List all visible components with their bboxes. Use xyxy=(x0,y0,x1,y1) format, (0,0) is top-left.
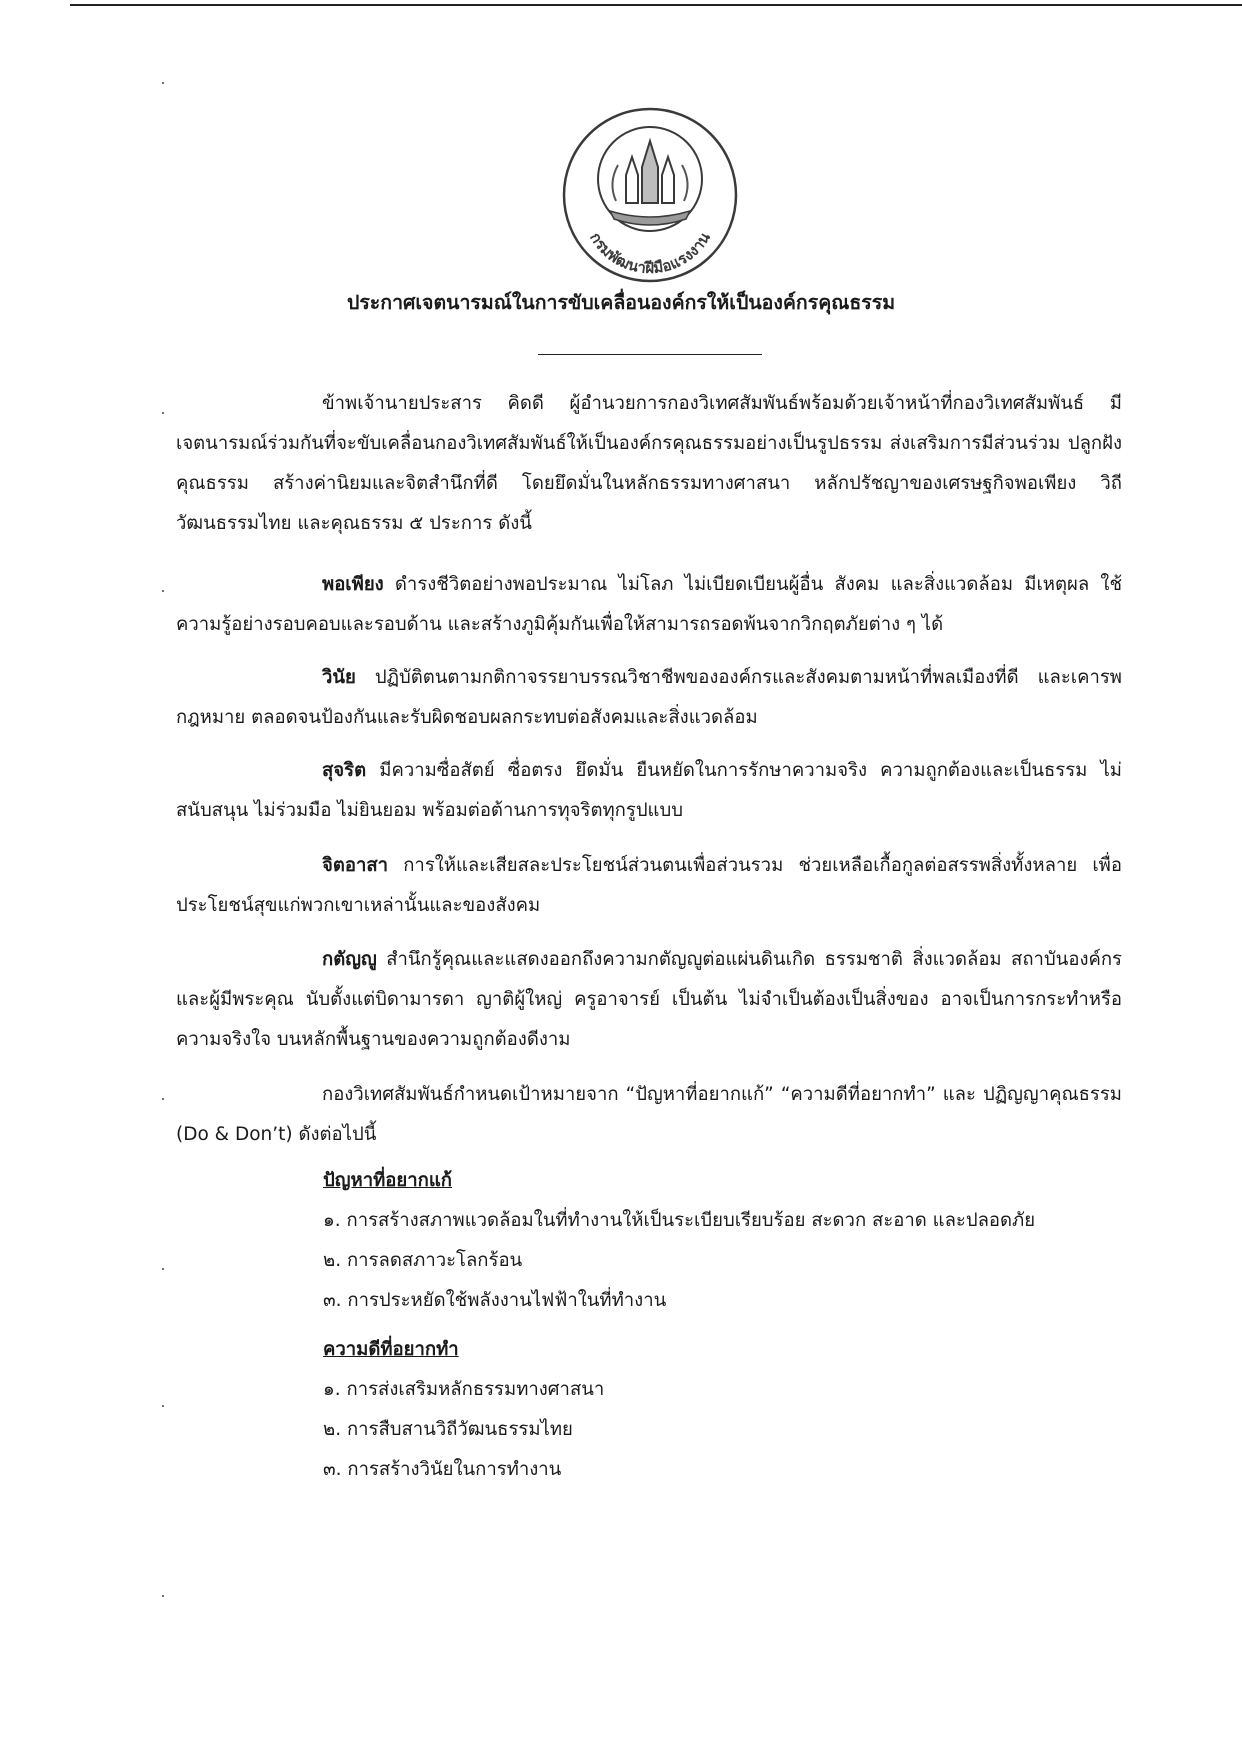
scan-speck xyxy=(162,590,164,592)
virtue-text: สำนึกรู้คุณและแสดงออกถึงความกตัญญูต่อแผ่นดินเกิด ธรรมชาติ สิ่งแวดล้อม สถาบันองค์กร และผู้มีพระคุณ นับตั้งแต่บิดามารดา ญาติผู้ใหญ่ ครูอาจารย์ เป็นต้น ไม่จำเป็นต้องเป็นสิ่งของ อาจเป็นการกระทำหรือความจริงใจ บนหลักพื้นฐานของความถูกต้องดีงาม xyxy=(176,949,1122,1050)
virtue-paragraph-gratitude xyxy=(176,940,1122,1060)
list-item: ๓. การประหยัดใช้พลังงานไฟฟ้าในที่ทำงาน xyxy=(323,1290,667,1311)
good-deeds-list xyxy=(323,1330,604,1490)
virtue-term: จิตอาสา xyxy=(322,855,389,876)
virtue-text: ดำรงชีวิตอย่างพอประมาณ ไม่โลภ ไม่เบียดเบียนผู้อื่น สังคม และสิ่งแวดล้อม มีเหตุผล ใช้ความรู้อย่างรอบคอบและรอบด้าน และสร้างภูมิคุ้มกันเพื่อให้สามารถรอดพ้นจากวิกฤตภัยต่าง ๆ ได้ xyxy=(176,574,1122,635)
list-item: ๓. การสร้างวินัยในการทำงาน xyxy=(323,1459,562,1480)
virtue-term: กตัญญู xyxy=(322,949,377,970)
seal-emblem-icon xyxy=(560,105,740,285)
virtue-term: สุจริต xyxy=(322,760,367,781)
virtue-paragraph-volunteer xyxy=(176,846,1122,926)
virtue-text: ปฏิบัติตนตามกติกาจรรยาบรรณวิชาชีพขององค์กรและสังคมตามหน้าที่พลเมืองที่ดี และเคารพกฎหมาย ตลอดจนป้องกันและรับผิดชอบผลกระทบต่อสังคมและสิ่งแวดล้อม xyxy=(176,667,1122,728)
virtue-paragraph-discipline xyxy=(176,658,1122,738)
intro-paragraph: ข้าพเจ้านายประสาร คิดดี ผู้อำนวยการกองวิเทศสัมพันธ์พร้อมด้วยเจ้าหน้าที่กองวิเทศสัมพันธ์ มีเจตนารมณ์ร่วมกันที่จะขับเคลื่อนกองวิเทศสัมพันธ์ให้เป็นองค์กรคุณธรรมอย่างเป็นรูปธรรม ส่งเสริมการมีส่วนร่วม ปลูกฝังคุณธรรม สร้างค่านิยมและจิตสำนึกที่ดี โดยยึดมั่นในหลักธรรมทางศาสนา หลักปรัชญาของเศรษฐกิจพอเพียง วิถีวัฒนธรรมไทย และคุณธรรม ๕ ประการ ดังนี้ xyxy=(176,393,1122,534)
list-item: ๑. การสร้างสภาพแวดล้อมในที่ทำงานให้เป็นระเบียบเรียบร้อย สะดวก สะอาด และปลอดภัย xyxy=(323,1210,1036,1231)
goals-intro-paragraph: กองวิเทศสัมพันธ์กำหนดเป้าหมายจาก “ปัญหาที่อยากแก้” “ความดีที่อยากทำ” และ ปฏิญญาคุณธรรม (Do & Don’t) ดังต่อไปนี้ xyxy=(176,1084,1122,1145)
seal-caption: กรมพัฒนาฝีมือแรงงาน xyxy=(586,229,714,278)
scan-speck xyxy=(162,1268,164,1270)
scan-speck xyxy=(162,1595,164,1597)
virtue-text: การให้และเสียสละประโยชน์ส่วนตนเพื่อส่วนรวม ช่วยเหลือเกื้อกูลต่อสรรพสิ่งทั้งหลาย เพื่อประโยชน์สุขแก่พวกเขาเหล่านั้นและของสังคม xyxy=(176,855,1122,916)
scan-speck xyxy=(162,1098,164,1100)
scan-speck xyxy=(162,1405,164,1407)
virtue-term: พอเพียง xyxy=(322,574,384,595)
department-seal xyxy=(560,105,740,285)
list-item: ๒. การสืบสานวิถีวัฒนธรรมไทย xyxy=(323,1419,573,1440)
good-deeds-heading: ความดีที่อยากทำ xyxy=(323,1339,459,1360)
virtue-term: วินัย xyxy=(322,667,356,688)
list-item: ๑. การส่งเสริมหลักธรรมทางศาสนา xyxy=(323,1379,605,1400)
page-title: ประกาศเจตนารมณ์ในการขับเคลื่อนองค์กรให้เป็นองค์กรคุณธรรม xyxy=(346,291,896,314)
problems-heading: ปัญหาที่อยากแก้ xyxy=(323,1170,452,1191)
scan-speck xyxy=(162,412,164,414)
page-top-rule xyxy=(70,4,1242,6)
virtue-paragraph-sufficiency xyxy=(176,565,1122,645)
scan-speck xyxy=(162,82,164,84)
virtue-paragraph-integrity xyxy=(176,751,1122,831)
virtue-text: มีความซื่อสัตย์ ซื่อตรง ยึดมั่น ยืนหยัดในการรักษาความจริง ความถูกต้องและเป็นธรรม ไม่สนับสนุน ไม่ร่วมมือ ไม่ยินยอม พร้อมต่อต้านการทุจริตทุกรูปแบบ xyxy=(176,760,1122,821)
list-item: ๒. การลดสภาวะโลกร้อน xyxy=(323,1250,523,1271)
problems-list xyxy=(323,1161,1035,1321)
title-divider xyxy=(538,354,762,355)
